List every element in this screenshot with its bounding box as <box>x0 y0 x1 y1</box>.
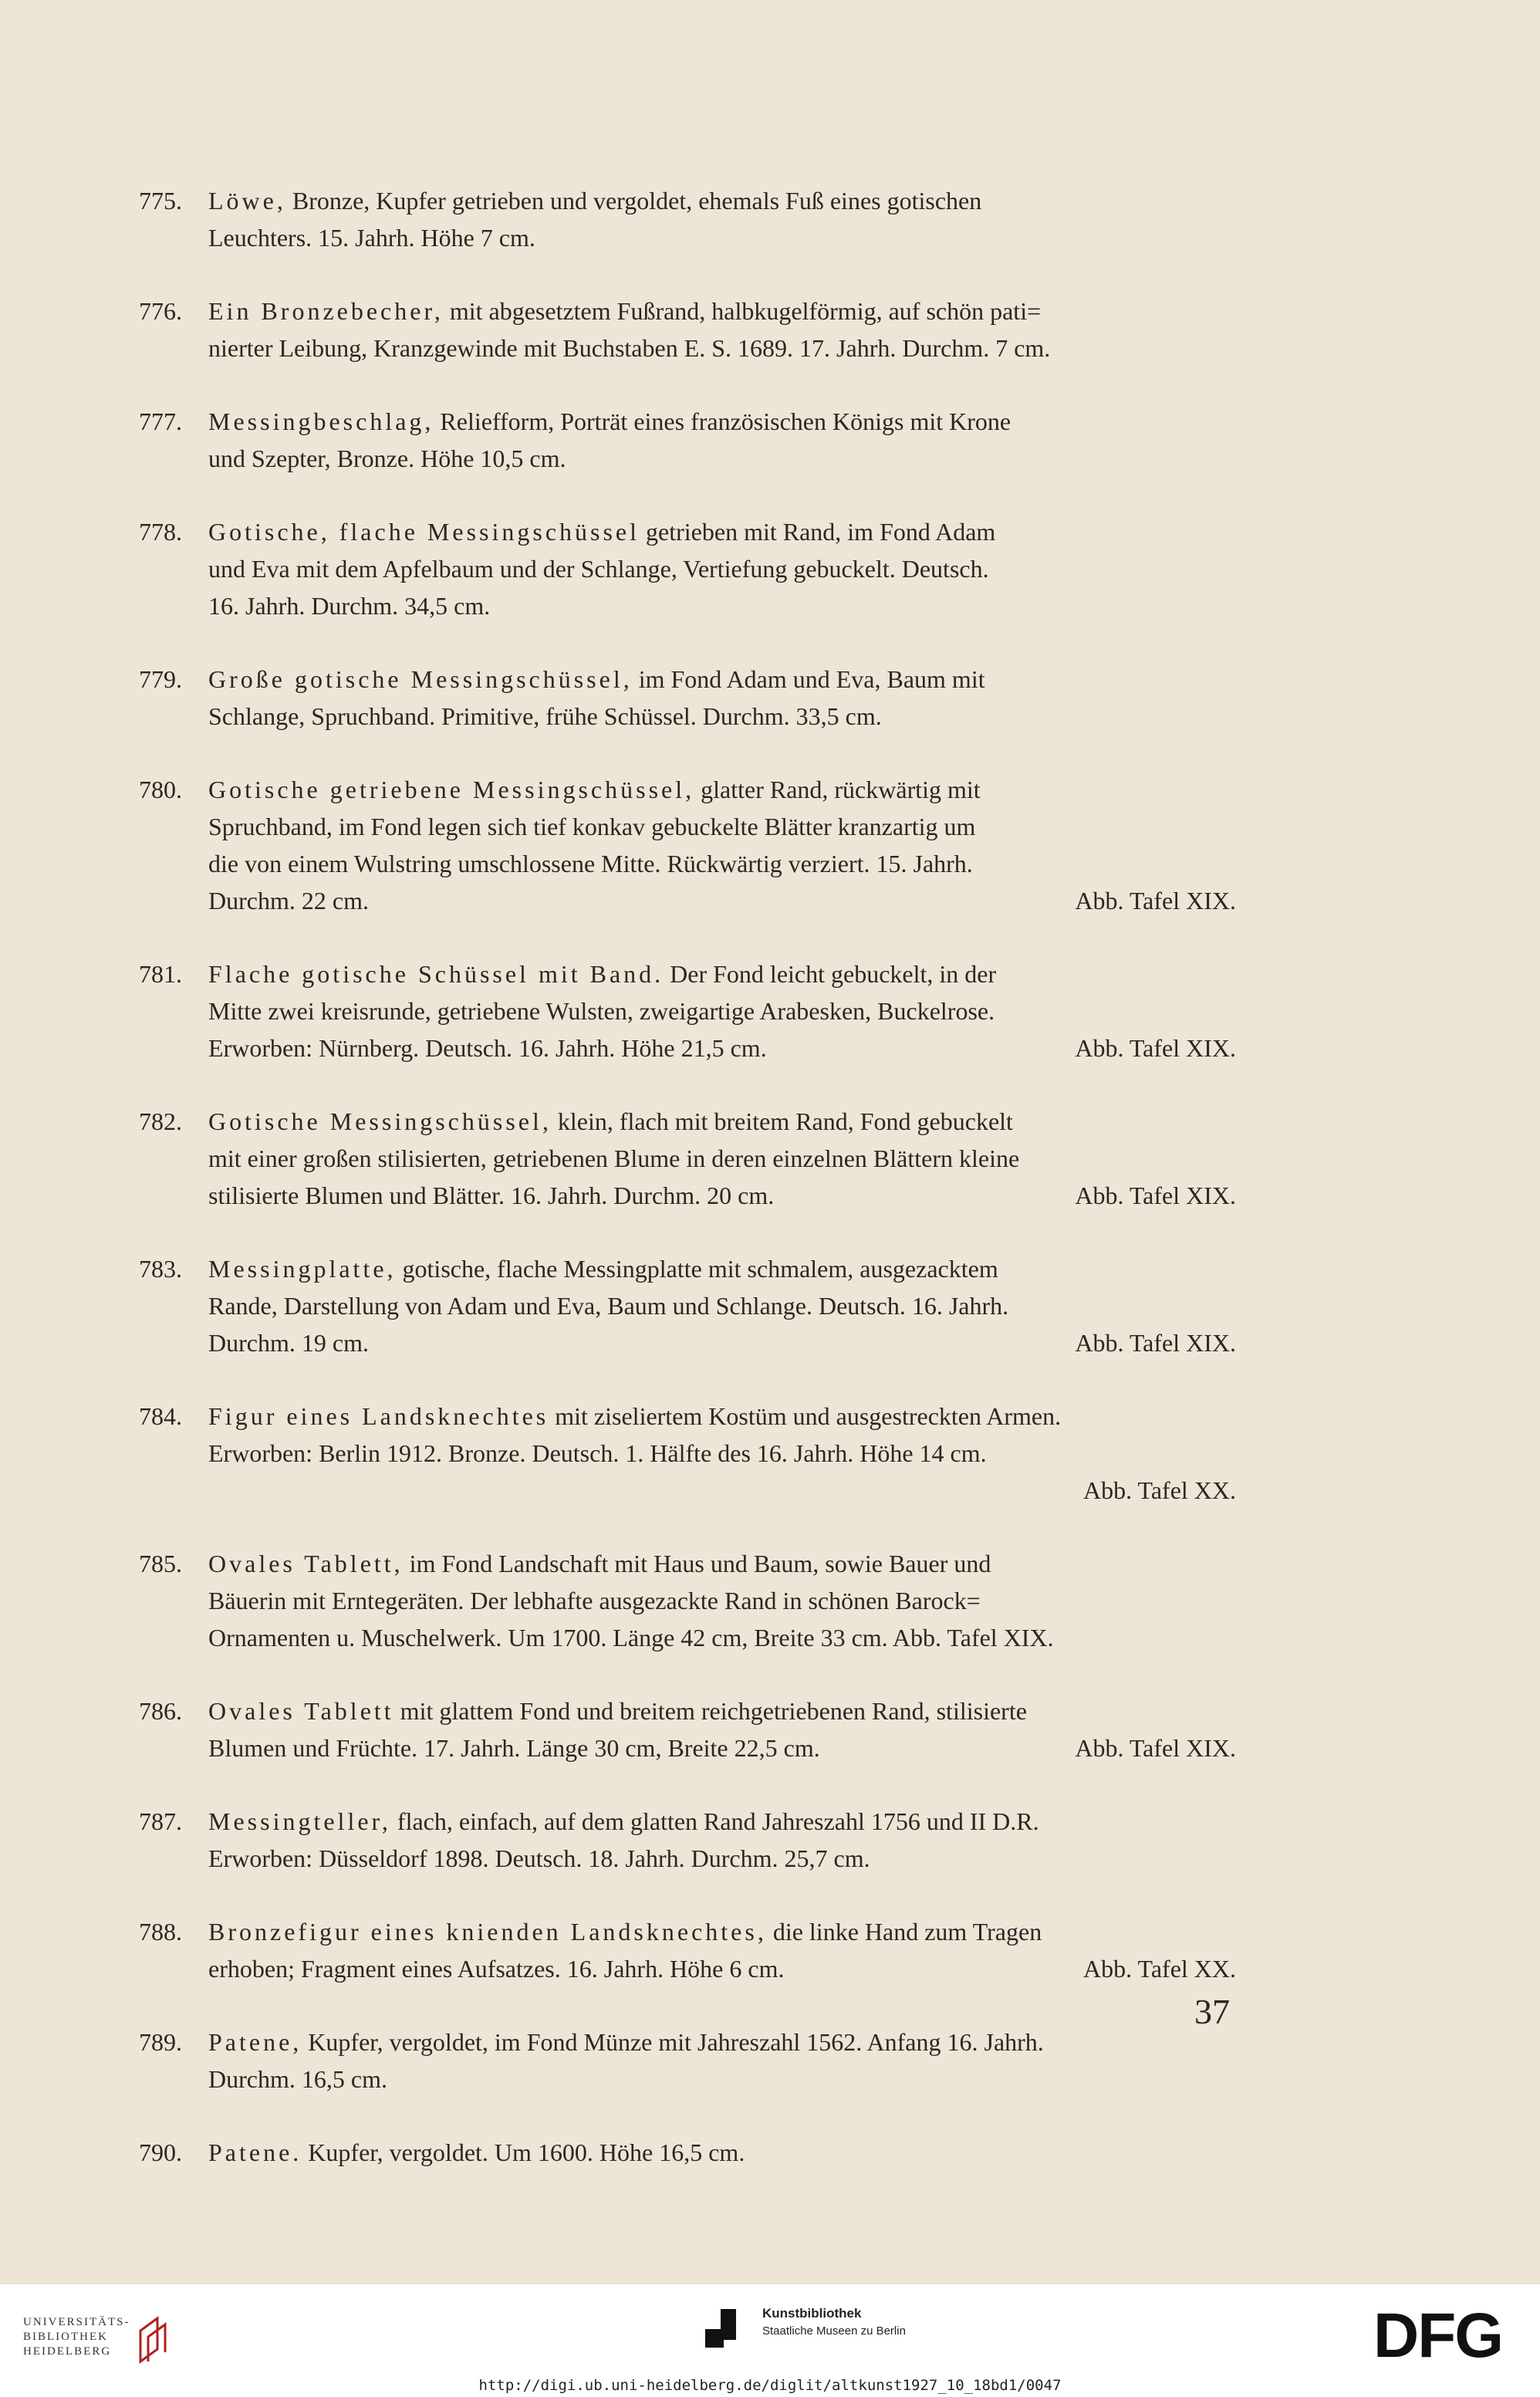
entry-line-text: getrieben mit Rand, im Fond Adam <box>646 518 996 546</box>
entry-line <box>208 1803 1236 1840</box>
entry-line-text: Erworben: Nürnberg. Deutsch. 16. Jahrh. Höhe 21,5 cm. <box>208 1034 767 1062</box>
page-number: 37 <box>1194 1992 1230 2031</box>
entry-number: 785. <box>139 1550 182 1577</box>
entry-number: 789. <box>139 2028 182 2056</box>
entry-title: Messingteller, <box>208 1807 391 1835</box>
entry-line-text: die linke Hand zum Tragen <box>772 1918 1042 1946</box>
plate-reference: Abb. Tafel XIX. <box>1075 1034 1236 1062</box>
entry-number: 775. <box>139 187 182 215</box>
entry-line <box>208 1692 1236 1729</box>
catalog-entry <box>0 2023 1540 2098</box>
entry-line <box>208 1435 1236 1472</box>
entry-line <box>208 1103 1236 1140</box>
entry-title: Ein Bronzebecher, <box>208 297 444 325</box>
entry-text <box>208 292 1236 367</box>
entry-title: Gotische Messingschüssel, <box>208 1107 552 1135</box>
entry-number: 780. <box>139 776 182 803</box>
entry-title: Patene. <box>208 2138 302 2166</box>
entry-line <box>208 882 1236 919</box>
entry-line <box>208 1950 1236 1987</box>
entry-title: Figur eines Landsknechtes <box>208 1402 549 1430</box>
catalog-entry <box>0 513 1540 624</box>
entry-number: 786. <box>139 1697 182 1725</box>
entry-line <box>208 1029 1236 1067</box>
entry-line-text: mit einer großen stilisierten, getriebenen Blume in deren einzelnen Blättern kleine <box>208 1144 1020 1172</box>
entry-line <box>208 1545 1236 1582</box>
catalog-entry <box>0 1692 1540 1766</box>
entry-line-text: Kupfer, vergoldet. Um 1600. Höhe 16,5 cm. <box>308 2138 745 2166</box>
entry-number: 781. <box>139 960 182 988</box>
plate-reference: Abb. Tafel XIX. <box>1075 1329 1236 1357</box>
entry-line <box>208 403 1236 440</box>
entry-line <box>208 587 1236 624</box>
entry-line <box>208 1250 1236 1287</box>
entry-title: Ovales Tablett <box>208 1697 394 1725</box>
entry-line-text: Bronze, Kupfer getrieben und vergoldet, ehemals Fuß eines gotischen <box>292 187 982 215</box>
dfg-logo[interactable]: DFG <box>1373 2301 1503 2371</box>
entry-line <box>208 2061 1236 2098</box>
kunstbibliothek-logo-icon[interactable] <box>702 2306 751 2355</box>
entry-line-text: gotische, flache Messingplatte mit schmalem, ausgezacktem <box>402 1255 998 1283</box>
entry-line-text: Erworben: Berlin 1912. Bronze. Deutsch. 1. Hälfte des 16. Jahrh. Höhe 14 cm. <box>208 1439 987 1467</box>
entry-line-text: Blumen und Früchte. 17. Jahrh. Länge 30 cm, Breite 22,5 cm. <box>208 1734 820 1762</box>
catalog-entry <box>0 1913 1540 1987</box>
entry-text <box>208 1692 1236 1766</box>
entry-line-text: und Eva mit dem Apfelbaum und der Schlange, Vertiefung gebuckelt. Deutsch. <box>208 555 989 583</box>
entry-number: 777. <box>139 407 182 435</box>
entry-line-text: im Fond Adam und Eva, Baum mit <box>638 665 985 693</box>
entry-line <box>208 1140 1236 1177</box>
entry-number: 779. <box>139 665 182 693</box>
entry-title: Bronzefigur eines knienden Landsknechtes, <box>208 1918 767 1946</box>
entry-line <box>208 292 1236 330</box>
entry-line <box>208 219 1236 256</box>
plate-reference: Abb. Tafel XX. <box>1082 1476 1236 1504</box>
catalog-entry <box>0 1103 1540 1214</box>
entry-line-text: 16. Jahrh. Durchm. 34,5 cm. <box>208 592 491 620</box>
entry-text <box>208 182 1236 256</box>
entry-line-text: Durchm. 19 cm. <box>208 1329 369 1357</box>
plate-reference: Abb. Tafel XIX. <box>1075 1734 1236 1762</box>
entry-line <box>208 845 1236 882</box>
entry-line-text: Bäuerin mit Erntegeräten. Der lebhafte ausgezackte Rand in schönen Barock= <box>208 1587 981 1614</box>
entry-line <box>208 1913 1236 1950</box>
entry-line-text: Durchm. 16,5 cm. <box>208 2065 387 2093</box>
entry-text <box>208 661 1236 735</box>
entry-line-text: Erworben: Düsseldorf 1898. Deutsch. 18. Jahrh. Durchm. 25,7 cm. <box>208 1844 870 1872</box>
entry-number: 787. <box>139 1807 182 1835</box>
entry-number: 783. <box>139 1255 182 1283</box>
entry-text <box>208 1398 1236 1509</box>
plate-reference: Abb. Tafel XIX. <box>1075 1182 1236 1209</box>
entry-line <box>208 182 1236 219</box>
entry-line <box>208 550 1236 587</box>
catalog-entry <box>0 661 1540 735</box>
catalog-entry <box>0 1545 1540 1656</box>
entry-number: 776. <box>139 297 182 325</box>
entry-line-text: Spruchband, im Fond legen sich tief konkav gebuckelte Blätter kranzartig um <box>208 813 976 840</box>
catalog-entries <box>0 182 1540 2207</box>
entry-title: Messingplatte, <box>208 1255 397 1283</box>
entry-text <box>208 955 1236 1067</box>
entry-line <box>208 1472 1236 1509</box>
entry-line-text: glatter Rand, rückwärtig mit <box>701 776 981 803</box>
entry-line-text: Leuchters. 15. Jahrh. Höhe 7 cm. <box>208 224 535 252</box>
entry-line-text: die von einem Wulstring umschlossene Mitte. Rückwärtig verziert. 15. Jahrh. <box>208 850 973 877</box>
entry-number: 778. <box>139 518 182 546</box>
entry-line-text: Ornamenten u. Muschelwerk. Um 1700. Länge 42 cm, Breite 33 cm. Abb. Tafel XIX. <box>208 1624 1054 1652</box>
entry-title: Flache gotische Schüssel mit Band. <box>208 960 664 988</box>
entry-text <box>208 1545 1236 1656</box>
entry-number: 790. <box>139 2138 182 2166</box>
entry-line-text: mit abgesetztem Fußrand, halbkugelförmig, auf schön pati= <box>449 297 1042 325</box>
entry-number: 788. <box>139 1918 182 1946</box>
entry-line-text: Rande, Darstellung von Adam und Eva, Baum und Schlange. Deutsch. 16. Jahrh. <box>208 1292 1009 1320</box>
entry-title: Große gotische Messingschüssel, <box>208 665 633 693</box>
entry-title: Ovales Tablett, <box>208 1550 404 1577</box>
entry-line-text: Reliefform, Porträt eines französischen Königs mit Krone <box>440 407 1011 435</box>
entry-line <box>208 1619 1236 1656</box>
entry-line-text: stilisierte Blumen und Blätter. 16. Jahrh. Durchm. 20 cm. <box>208 1182 775 1209</box>
catalog-entry <box>0 2134 1540 2171</box>
entry-line <box>208 661 1236 698</box>
entry-line <box>208 2023 1236 2061</box>
entry-line <box>208 955 1236 992</box>
entry-line-text: flach, einfach, auf dem glatten Rand Jahreszahl 1756 und II D.R. <box>397 1807 1039 1835</box>
entry-line <box>208 513 1236 550</box>
entry-line <box>208 330 1236 367</box>
entry-line <box>208 2134 1236 2171</box>
entry-title: Löwe, <box>208 187 286 215</box>
entry-text <box>208 771 1236 919</box>
entry-line <box>208 1398 1236 1435</box>
entry-text <box>208 403 1236 477</box>
entry-line-text: Durchm. 22 cm. <box>208 887 369 915</box>
entry-line <box>208 771 1236 808</box>
catalog-entry <box>0 955 1540 1067</box>
entry-line <box>208 808 1236 845</box>
entry-line-text: und Szepter, Bronze. Höhe 10,5 cm. <box>208 445 566 472</box>
entry-number: 782. <box>139 1107 182 1135</box>
entry-line-text: Kupfer, vergoldet, im Fond Münze mit Jahreszahl 1562. Anfang 16. Jahrh. <box>308 2028 1044 2056</box>
entry-text <box>208 1803 1236 1877</box>
plate-reference: Abb. Tafel XX. <box>1082 1955 1236 1983</box>
entry-text <box>208 2023 1236 2098</box>
entry-number: 784. <box>139 1402 182 1430</box>
entry-line <box>208 1177 1236 1214</box>
entry-text <box>208 2134 1236 2171</box>
entry-line <box>208 698 1236 735</box>
entry-line-text: mit ziseliertem Kostüm und ausgestreckten Armen. <box>555 1402 1062 1430</box>
entry-line <box>208 1840 1236 1877</box>
permalink-url[interactable]: http://digi.ub.uni-heidelberg.de/diglit/altkunst1927_10_18bd1/0047 <box>478 2377 1062 2394</box>
catalog-entry <box>0 1250 1540 1361</box>
catalog-entry <box>0 403 1540 477</box>
catalog-entry <box>0 771 1540 919</box>
catalog-entry <box>0 1803 1540 1877</box>
entry-line <box>208 1287 1236 1324</box>
entry-line <box>208 440 1236 477</box>
entry-title: Gotische, flache Messingschüssel <box>208 518 640 546</box>
university-library-name[interactable]: UNIVERSITÄTS- BIBLIOTHEK HEIDELBERG <box>23 2316 130 2358</box>
entry-line-text: Schlange, Spruchband. Primitive, frühe Schüssel. Durchm. 33,5 cm. <box>208 702 882 730</box>
entry-line-text: nierter Leibung, Kranzgewinde mit Buchstaben E. S. 1689. 17. Jahrh. Durchm. 7 cm. <box>208 334 1051 362</box>
entry-line <box>208 992 1236 1029</box>
entry-line <box>208 1729 1236 1766</box>
footer-bar <box>0 2284 1540 2397</box>
entry-text <box>208 1103 1236 1214</box>
university-logo-icon[interactable] <box>137 2314 171 2365</box>
entry-text <box>208 513 1236 624</box>
entry-title: Messingbeschlag, <box>208 407 434 435</box>
entry-line-text: im Fond Landschaft mit Haus und Baum, sowie Bauer und <box>409 1550 991 1577</box>
entry-line-text: erhoben; Fragment eines Aufsatzes. 16. Jahrh. Höhe 6 cm. <box>208 1955 785 1983</box>
entry-title: Gotische getriebene Messingschüssel, <box>208 776 695 803</box>
entry-line <box>208 1324 1236 1361</box>
entry-line-text: mit glattem Fond und breitem reichgetriebenen Rand, stilisierte <box>400 1697 1027 1725</box>
entry-line-text: klein, flach mit breitem Rand, Fond gebuckelt <box>557 1107 1013 1135</box>
entry-text <box>208 1250 1236 1361</box>
entry-line <box>208 1582 1236 1619</box>
catalog-entry <box>0 292 1540 367</box>
entry-line-text: Der Fond leicht gebuckelt, in der <box>670 960 997 988</box>
catalog-entry <box>0 1398 1540 1509</box>
catalog-entry <box>0 182 1540 256</box>
entry-text <box>208 1913 1236 1987</box>
entry-title: Patene, <box>208 2028 302 2056</box>
kunstbibliothek-label: Kunstbibliothek Staatliche Museen zu Berlin <box>762 2306 906 2338</box>
entry-line-text: Mitte zwei kreisrunde, getriebene Wulsten, zweigartige Arabesken, Buckelrose. <box>208 997 995 1025</box>
plate-reference: Abb. Tafel XIX. <box>1075 887 1236 915</box>
